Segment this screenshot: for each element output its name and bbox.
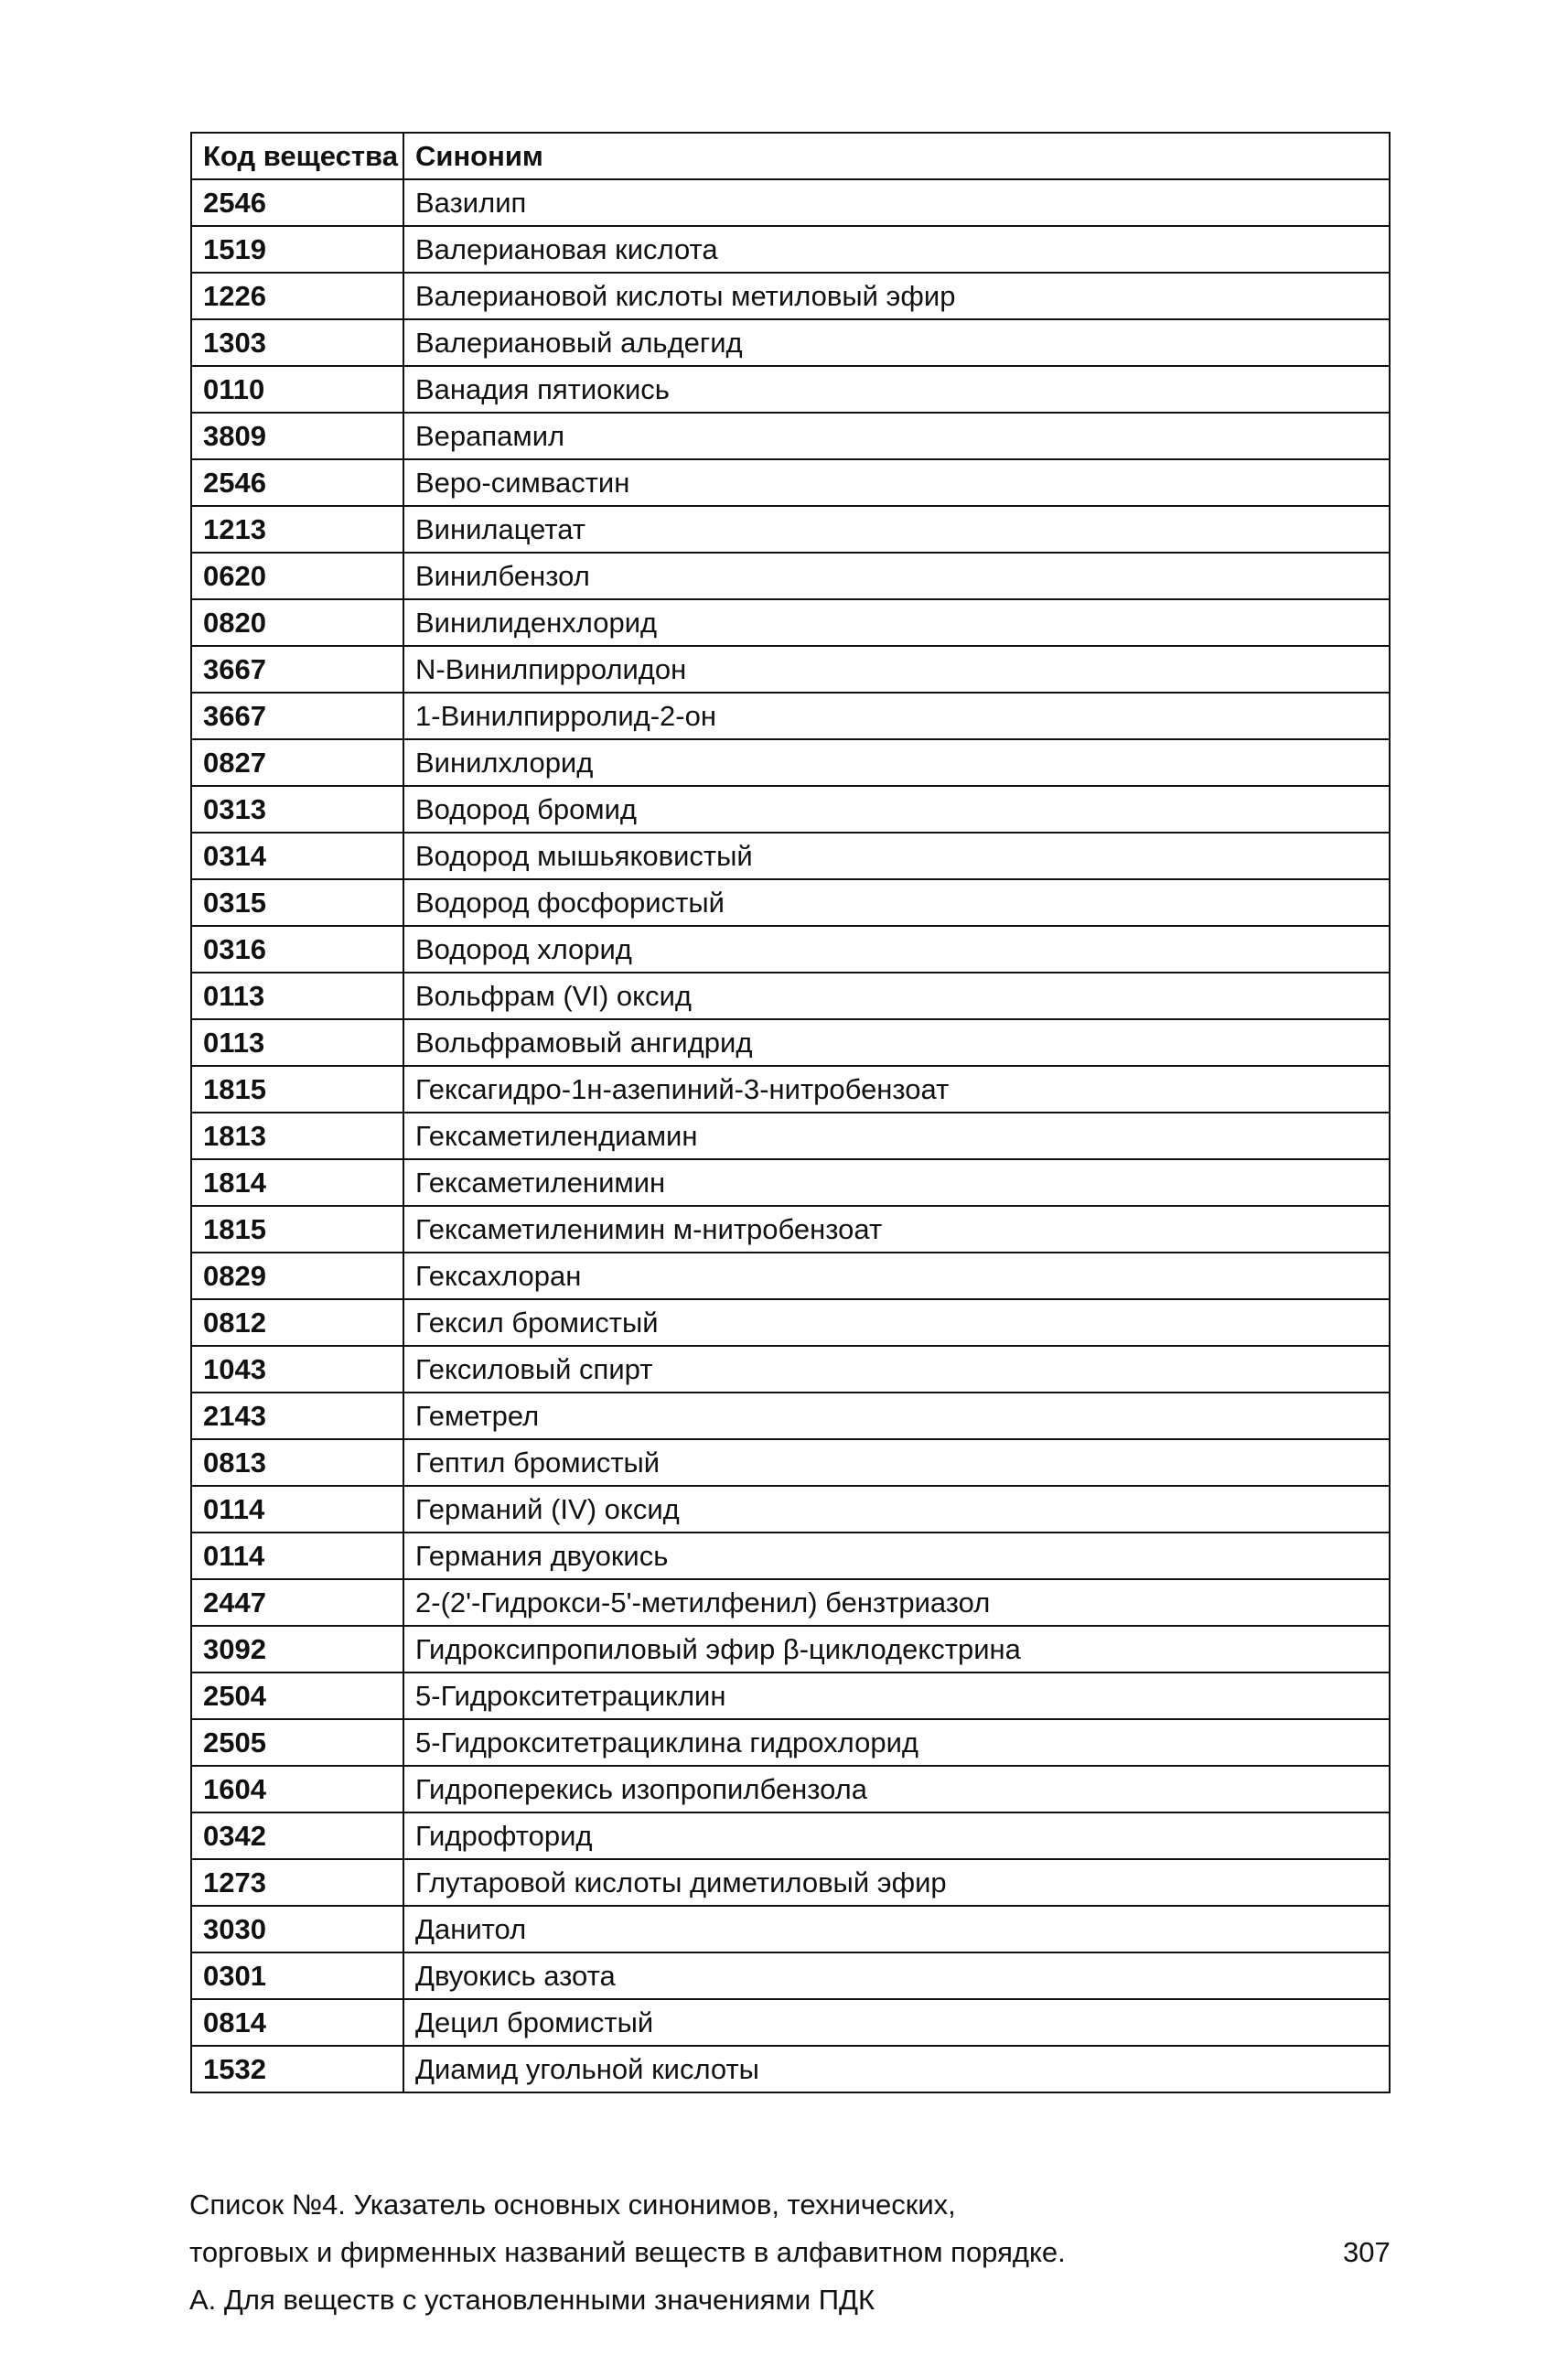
table-row	[191, 553, 1390, 599]
synonym-cell: Геметрел	[403, 1393, 1390, 1439]
table-row	[191, 1159, 1390, 1206]
synonym-cell: Гексаметиленимин	[403, 1159, 1390, 1206]
substance-code-cell: 1303	[191, 319, 403, 366]
substance-code-cell: 0313	[191, 786, 403, 833]
substance-code-cell: 0820	[191, 599, 403, 646]
table-row	[191, 226, 1390, 273]
header-code: Код вещества	[191, 133, 403, 179]
substance-code-cell: 0114	[191, 1486, 403, 1533]
table-row	[191, 179, 1390, 226]
synonym-cell: Верапамил	[403, 413, 1390, 459]
substance-code-cell: 1815	[191, 1066, 403, 1113]
synonym-cell: Веро-симвастин	[403, 459, 1390, 506]
table-row	[191, 599, 1390, 646]
synonym-cell: Водород мышьяковистый	[403, 833, 1390, 879]
substance-code-cell: 0827	[191, 739, 403, 786]
synonym-cell: Гептил бромистый	[403, 1439, 1390, 1486]
synonym-cell: Децил бромистый	[403, 1999, 1390, 2046]
header-synonym: Синоним	[403, 133, 1390, 179]
synonym-cell: 5-Гидрокситетрациклина гидрохлорид	[403, 1719, 1390, 1766]
synonym-cell: Гексагидро-1н-азепиний-3-нитробензоат	[403, 1066, 1390, 1113]
substance-code-cell: 2546	[191, 459, 403, 506]
synonym-cell: Водород фосфористый	[403, 879, 1390, 926]
table-row	[191, 879, 1390, 926]
substance-code-cell: 1532	[191, 2046, 403, 2092]
table-row	[191, 1486, 1390, 1533]
substance-code-cell: 0814	[191, 1999, 403, 2046]
substance-code-cell: 1604	[191, 1766, 403, 1812]
synonym-cell: Данитол	[403, 1906, 1390, 1952]
substance-code-cell: 0113	[191, 1019, 403, 1066]
synonym-cell: N-Винилпирролидон	[403, 646, 1390, 693]
substance-code-cell: 1519	[191, 226, 403, 273]
table-row	[191, 413, 1390, 459]
synonym-cell: Германий (IV) оксид	[403, 1486, 1390, 1533]
table-row	[191, 1952, 1390, 1999]
synonym-cell: Винилхлорид	[403, 739, 1390, 786]
table-row	[191, 1999, 1390, 2046]
table-row	[191, 1019, 1390, 1066]
synonym-cell: Вазилип	[403, 179, 1390, 226]
substance-code-cell: 0829	[191, 1253, 403, 1299]
table-row	[191, 1719, 1390, 1766]
synonym-cell: Гидроксипропиловый эфир β-циклодекстрина	[403, 1626, 1390, 1673]
table-row	[191, 1299, 1390, 1346]
substance-code-cell: 3809	[191, 413, 403, 459]
substance-code-cell: 3092	[191, 1626, 403, 1673]
table-row	[191, 1626, 1390, 1673]
synonym-cell: Диамид угольной кислоты	[403, 2046, 1390, 2092]
synonym-cell: Винилацетат	[403, 506, 1390, 553]
table-header	[191, 133, 1390, 179]
substance-code-cell: 3030	[191, 1906, 403, 1952]
substance-code-cell: 2505	[191, 1719, 403, 1766]
table-row	[191, 319, 1390, 366]
substance-code-cell: 0314	[191, 833, 403, 879]
table-row	[191, 1206, 1390, 1253]
table-row	[191, 1393, 1390, 1439]
synonym-cell: Гексаметиленимин м-нитробензоат	[403, 1206, 1390, 1253]
table-row	[191, 1439, 1390, 1486]
synonym-cell: Валериановый альдегид	[403, 319, 1390, 366]
substance-code-cell: 2143	[191, 1393, 403, 1439]
table-row	[191, 693, 1390, 739]
synonym-cell: Гидрофторид	[403, 1812, 1390, 1859]
synonym-cell: Вольфрам (VI) оксид	[403, 973, 1390, 1019]
table-row	[191, 366, 1390, 413]
substance-code-cell: 1814	[191, 1159, 403, 1206]
table-row	[191, 1812, 1390, 1859]
table-row	[191, 1066, 1390, 1113]
caption-line-3: А. Для веществ с установленными значениями ПДК	[189, 2284, 875, 2316]
caption-line-2: торговых и фирменных названий веществ в алфавитном порядке.	[189, 2236, 1066, 2268]
substance-code-cell: 1226	[191, 273, 403, 319]
substance-code-cell: 0110	[191, 366, 403, 413]
synonym-cell: Водород хлорид	[403, 926, 1390, 973]
table-row	[191, 1766, 1390, 1812]
table-body	[191, 179, 1390, 2092]
table-row	[191, 2046, 1390, 2092]
substance-code-cell: 3667	[191, 693, 403, 739]
header-row	[191, 133, 1390, 179]
table-row	[191, 506, 1390, 553]
substance-code-cell: 2447	[191, 1579, 403, 1626]
synonym-cell: Валериановая кислота	[403, 226, 1390, 273]
substance-code-cell: 0812	[191, 1299, 403, 1346]
substance-code-cell: 0114	[191, 1533, 403, 1579]
substance-code-cell: 0620	[191, 553, 403, 599]
table-row	[191, 273, 1390, 319]
substance-code-cell: 0315	[191, 879, 403, 926]
synonym-cell: Гексахлоран	[403, 1253, 1390, 1299]
synonyms-table	[190, 132, 1391, 2093]
table-row	[191, 1859, 1390, 1906]
table-row	[191, 1533, 1390, 1579]
synonym-cell: Гидроперекись изопропилбензола	[403, 1766, 1390, 1812]
synonym-cell: Гексил бромистый	[403, 1299, 1390, 1346]
table-row	[191, 833, 1390, 879]
substance-code-cell: 0113	[191, 973, 403, 1019]
synonym-cell: Водород бромид	[403, 786, 1390, 833]
synonym-cell: Гексаметилендиамин	[403, 1113, 1390, 1159]
synonym-cell: Винилбензол	[403, 553, 1390, 599]
substance-code-cell: 1813	[191, 1113, 403, 1159]
table-row	[191, 786, 1390, 833]
substance-code-cell: 1273	[191, 1859, 403, 1906]
synonym-cell: 5-Гидрокситетрациклин	[403, 1673, 1390, 1719]
substance-code-cell: 0813	[191, 1439, 403, 1486]
synonym-cell: Валериановой кислоты метиловый эфир	[403, 273, 1390, 319]
substance-code-cell: 0301	[191, 1952, 403, 1999]
synonym-cell: Двуокись азота	[403, 1952, 1390, 1999]
substance-code-cell: 1213	[191, 506, 403, 553]
substance-code-cell: 2504	[191, 1673, 403, 1719]
synonym-cell: 2-(2'-Гидрокси-5'-метилфенил) бензтриазол	[403, 1579, 1390, 1626]
synonym-cell: Вольфрамовый ангидрид	[403, 1019, 1390, 1066]
substance-code-cell: 0342	[191, 1812, 403, 1859]
page-number: 307	[1343, 2236, 1391, 2268]
caption-line-1: Список №4. Указатель основных синонимов, технических,	[189, 2189, 956, 2221]
substance-code-cell: 1043	[191, 1346, 403, 1393]
table-row	[191, 646, 1390, 693]
table-row	[191, 926, 1390, 973]
table-row	[191, 1113, 1390, 1159]
page-caption	[189, 2181, 1066, 2324]
table-row	[191, 973, 1390, 1019]
substance-code-cell: 1815	[191, 1206, 403, 1253]
substance-code-cell: 2546	[191, 179, 403, 226]
substance-code-cell: 3667	[191, 646, 403, 693]
synonym-cell: Ванадия пятиокись	[403, 366, 1390, 413]
synonym-cell: Винилиденхлорид	[403, 599, 1390, 646]
substance-code-cell: 0316	[191, 926, 403, 973]
table-row	[191, 1579, 1390, 1626]
synonym-cell: Глутаровой кислоты диметиловый эфир	[403, 1859, 1390, 1906]
synonym-cell: Германия двуокись	[403, 1533, 1390, 1579]
table-row	[191, 1346, 1390, 1393]
table-row	[191, 1253, 1390, 1299]
table-row	[191, 739, 1390, 786]
synonym-cell: 1-Винилпирролид-2-он	[403, 693, 1390, 739]
table-row	[191, 1673, 1390, 1719]
synonym-cell: Гексиловый спирт	[403, 1346, 1390, 1393]
table-row	[191, 459, 1390, 506]
table-row	[191, 1906, 1390, 1952]
